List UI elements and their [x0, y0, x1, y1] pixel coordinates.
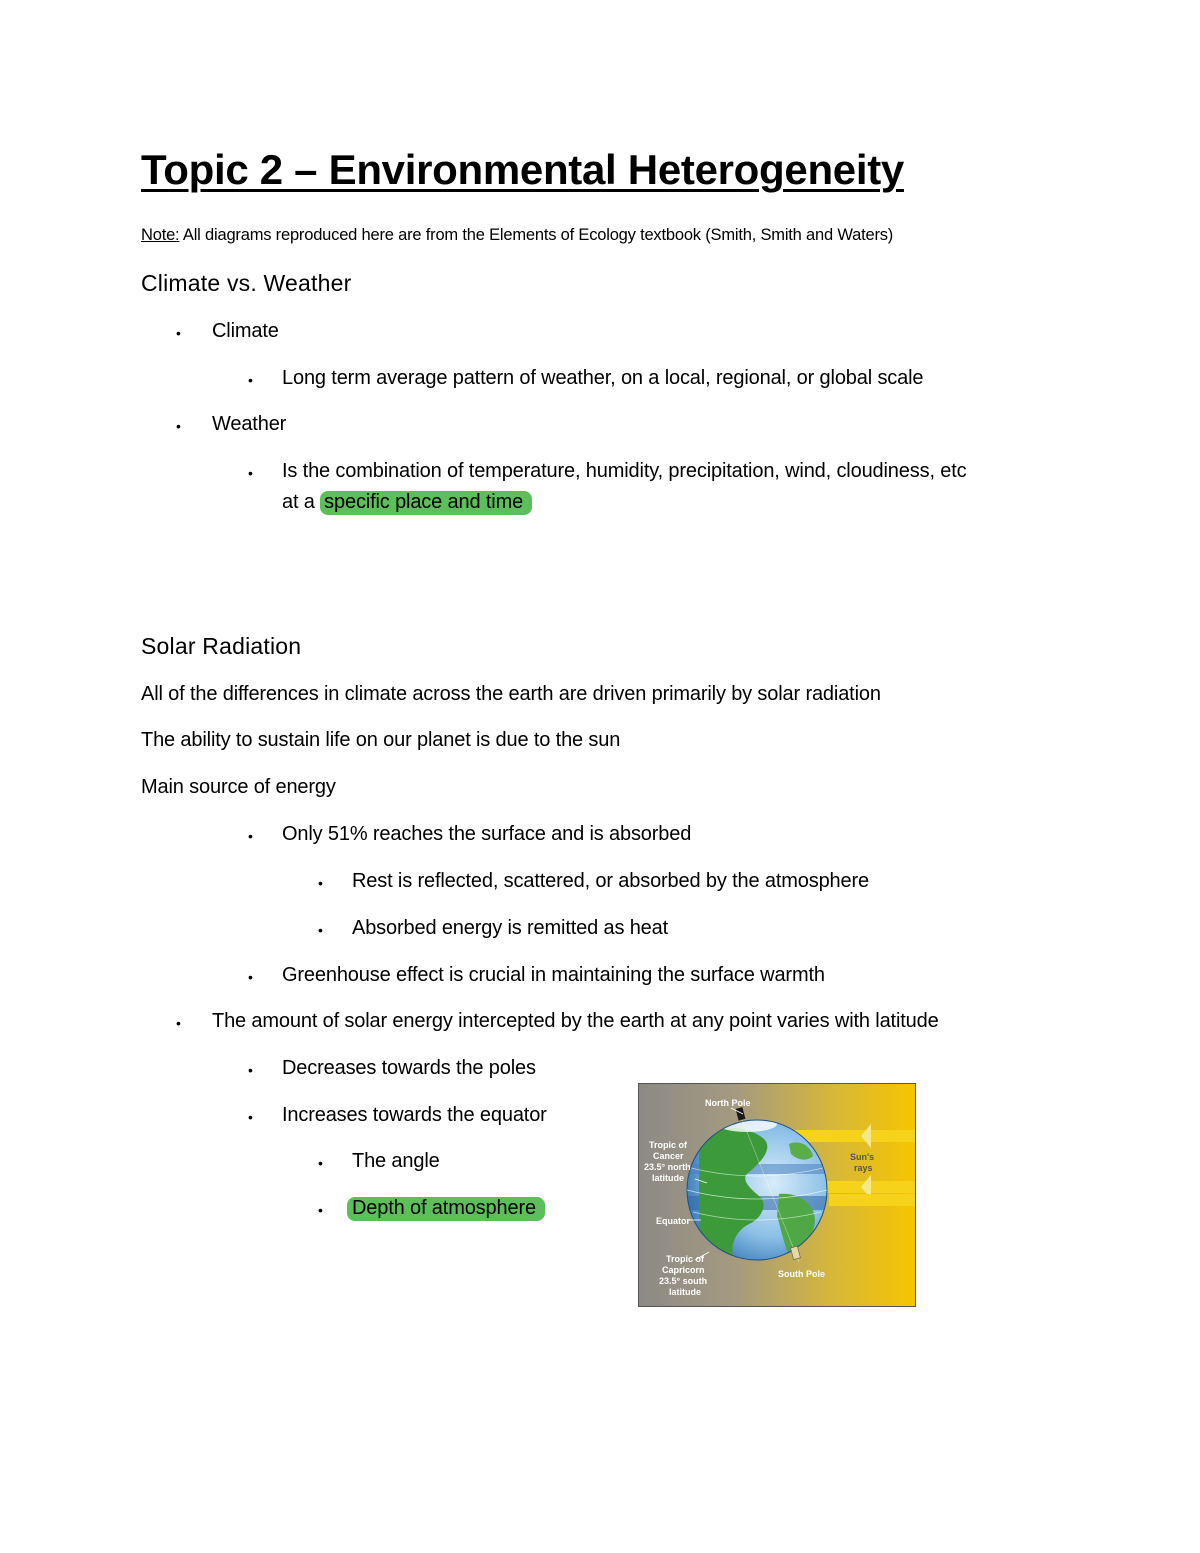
- bullet-51-percent: Only 51% reaches the surface and is absorbed: [282, 823, 692, 845]
- bullet-increases-equator: Increases towards the equator: [282, 1104, 547, 1126]
- section-heading-climate-weather: Climate vs. Weather: [141, 270, 352, 296]
- bullet-icon: •: [248, 1062, 253, 1078]
- bullet-rest-reflected: Rest is reflected, scattered, or absorbed by the atmosphere: [352, 870, 869, 892]
- solar-paragraph-2: The ability to sustain life on our planet is due to the sun: [141, 729, 621, 751]
- bullet-absorbed-heat: Absorbed energy is remitted as heat: [352, 917, 669, 939]
- weather-definition-line1: Is the combination of temperature, humidity, precipitation, wind, cloudiness, etc: [282, 460, 967, 482]
- label-tropic-cancer-2: Cancer: [653, 1151, 684, 1161]
- label-tropic-capricorn-3: 23.5° south: [659, 1276, 708, 1286]
- bullet-icon: •: [318, 1155, 323, 1171]
- weather-label: Weather: [212, 413, 287, 435]
- label-tropic-cancer-4: latitude: [652, 1173, 685, 1183]
- label-south-pole: South Pole: [778, 1269, 825, 1279]
- solar-paragraph-1: All of the differences in climate across the earth are driven primarily by solar radiation: [141, 683, 881, 705]
- bullet-icon: •: [318, 1202, 323, 1218]
- label-tropic-cancer-3: 23.5° north: [644, 1162, 691, 1172]
- label-tropic-capricorn-1: Tropic of: [666, 1254, 704, 1264]
- bullet-decreases-poles: Decreases towards the poles: [282, 1057, 536, 1079]
- note: [141, 226, 893, 245]
- label-north-pole: North Pole: [705, 1098, 751, 1108]
- bullet-greenhouse: Greenhouse effect is crucial in maintaining the surface warmth: [282, 964, 825, 986]
- bullet-icon: •: [176, 1015, 181, 1031]
- solar-paragraph-3: Main source of energy: [141, 776, 336, 798]
- label-tropic-capricorn-2: Capricorn: [662, 1265, 705, 1275]
- earth-diagram-svg: [639, 1084, 915, 1306]
- weather-def-prefix: at a: [282, 491, 321, 513]
- bullet-icon: •: [248, 1109, 253, 1125]
- bullet-icon: •: [248, 969, 253, 985]
- bullet-icon: •: [318, 922, 323, 938]
- bullet-latitude: The amount of solar energy intercepted by the earth at any point varies with latitude: [212, 1010, 939, 1032]
- weather-definition-line2: [282, 491, 532, 514]
- label-equator: Equator: [656, 1216, 691, 1226]
- page-title: Topic 2 – Environmental Heterogeneity: [141, 146, 904, 193]
- label-tropic-cancer-1: Tropic of: [649, 1140, 687, 1150]
- bullet-icon: •: [248, 372, 253, 388]
- bullet-the-angle: The angle: [352, 1150, 440, 1172]
- section-heading-solar-radiation: Solar Radiation: [141, 633, 302, 659]
- label-suns-rays-2: rays: [854, 1163, 873, 1173]
- bullet-icon: •: [248, 465, 253, 481]
- bullet-depth-atmosphere: [347, 1197, 545, 1220]
- earth-solar-diagram: [638, 1083, 916, 1307]
- label-tropic-capricorn-4: latitude: [669, 1287, 702, 1297]
- bullet-icon: •: [176, 418, 181, 434]
- label-suns-rays-1: Sun's: [850, 1152, 875, 1162]
- highlight-depth-atmosphere: Depth of atmosphere: [347, 1197, 545, 1221]
- bullet-icon: •: [176, 325, 181, 341]
- note-text: All diagrams reproduced here are from the Elements of Ecology textbook (Smith, Smith and Waters): [179, 226, 894, 244]
- climate-definition: Long term average pattern of weather, on a local, regional, or global scale: [282, 367, 924, 389]
- bullet-icon: •: [318, 875, 323, 891]
- note-prefix: Note:: [141, 226, 180, 244]
- highlight-specific-place-time: specific place and time: [320, 491, 532, 515]
- climate-label: Climate: [212, 320, 279, 342]
- bullet-icon: •: [248, 828, 253, 844]
